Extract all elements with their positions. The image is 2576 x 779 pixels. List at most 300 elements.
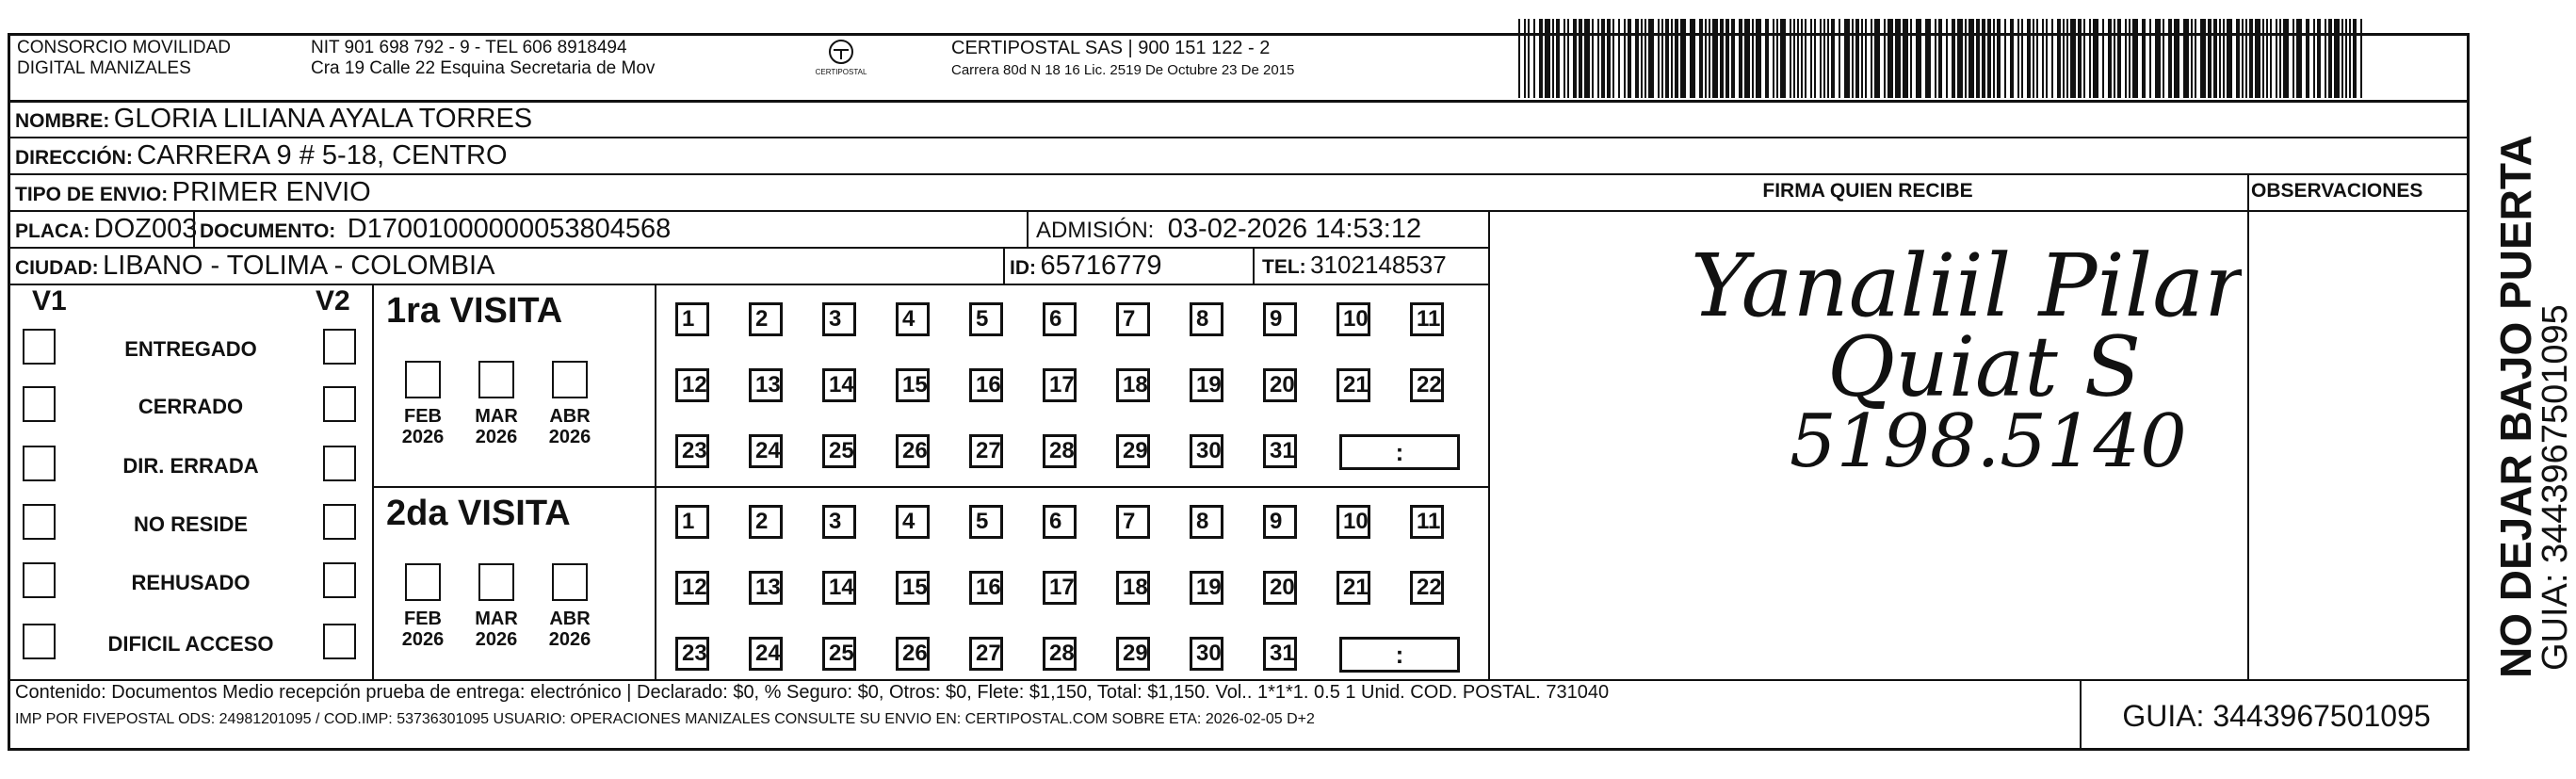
admision-cell xyxy=(1036,214,1421,245)
barcode-bar xyxy=(2341,19,2343,98)
v1-checkbox[interactable] xyxy=(23,386,56,422)
day-box[interactable]: 21 xyxy=(1337,571,1370,605)
barcode-bar xyxy=(1810,19,1812,98)
v1-checkbox[interactable] xyxy=(23,562,56,598)
barcode-bar xyxy=(1705,19,1707,98)
barcode-bar xyxy=(2183,19,2189,98)
barcode-bar xyxy=(1739,19,1742,98)
barcode-bar xyxy=(2283,19,2289,98)
barcode-bar xyxy=(1539,19,1543,98)
day-box[interactable]: 2 xyxy=(749,505,783,539)
v1-checkbox[interactable] xyxy=(23,504,56,540)
day-box[interactable]: 3 xyxy=(822,302,856,336)
v2-checkbox[interactable] xyxy=(323,504,356,540)
day-box[interactable]: 27 xyxy=(969,434,1003,468)
barcode-bar xyxy=(2306,19,2309,98)
nombre-row xyxy=(15,104,532,135)
barcode-bar xyxy=(1987,19,1991,98)
month-label xyxy=(542,609,598,650)
day-box[interactable]: 29 xyxy=(1116,434,1150,468)
barcode-bar xyxy=(1910,19,1912,98)
barcode-bar xyxy=(1982,19,1985,98)
barcode-bar xyxy=(1552,19,1554,98)
certi-line1: CERTIPOSTAL SAS | 900 151 122 - 2 xyxy=(951,38,1271,58)
barcode-bar xyxy=(2270,19,2272,98)
day-box[interactable]: 19 xyxy=(1190,368,1223,402)
day-box[interactable]: 7 xyxy=(1116,505,1150,539)
day-box[interactable]: 21 xyxy=(1337,368,1370,402)
day-box[interactable]: 25 xyxy=(822,637,856,671)
day-box[interactable]: 9 xyxy=(1263,302,1297,336)
day-box[interactable]: 26 xyxy=(896,434,930,468)
signature-line2: Quiat S xyxy=(1827,318,2142,415)
day-box[interactable]: 16 xyxy=(969,571,1003,605)
side-text-svg xyxy=(2472,19,2576,763)
day-box[interactable]: 18 xyxy=(1116,368,1150,402)
barcode-image xyxy=(1518,19,2366,98)
barcode-bar xyxy=(2345,19,2347,98)
contenido-text: Contenido: Documentos Medio recepción prueba de entrega: electrónico | Declarado: $0, % Seguro: $0, Otros: $0, Flete: $1,150, Total: $1,150. Vol.. 1*1*1. 0.5 1 Unid. COD. POSTAL. 731040 xyxy=(15,682,1610,703)
month-name: ABR xyxy=(549,609,591,629)
day-box[interactable]: 10 xyxy=(1337,505,1370,539)
barcode-bar xyxy=(1584,19,1590,98)
barcode-bar xyxy=(1976,19,1980,98)
barcode-bar xyxy=(2200,19,2206,98)
barcode-bar xyxy=(1744,19,1750,98)
barcode-bar xyxy=(2163,19,2164,98)
barcode-bar xyxy=(2168,19,2172,98)
day-box[interactable]: 20 xyxy=(1263,368,1297,402)
signature-line1: Yanaliil Pilar xyxy=(1691,235,2242,336)
barcode-bar xyxy=(1793,19,1795,98)
barcode-bar xyxy=(1518,19,1520,98)
v1-header: V1 xyxy=(32,285,67,316)
day-box[interactable]: 20 xyxy=(1263,571,1297,605)
footer-guia: GUIA: 3443967501095 xyxy=(2122,699,2431,733)
v1-checkbox[interactable] xyxy=(23,446,56,481)
v2-checkbox[interactable] xyxy=(323,446,356,481)
company-line1: CONSORCIO MOVILIDAD xyxy=(17,38,231,57)
barcode-bar xyxy=(1968,19,1974,98)
barcode-bar xyxy=(2349,19,2351,98)
day-box[interactable]: 30 xyxy=(1190,637,1223,671)
barcode-bar xyxy=(1545,19,1550,98)
barcode-bar xyxy=(1871,19,1872,98)
barcode-bar xyxy=(2083,19,2085,98)
barcode-bar xyxy=(2102,19,2104,98)
barcode-bar xyxy=(1765,19,1769,98)
barcode-bar xyxy=(2017,19,2019,98)
month-year: 2026 xyxy=(475,629,518,650)
v2-checkbox[interactable] xyxy=(323,624,356,659)
barcode-bar xyxy=(2004,19,2006,98)
day-box[interactable]: 31 xyxy=(1263,637,1297,671)
day-box[interactable]: 22 xyxy=(1410,368,1444,402)
barcode-bar xyxy=(1641,19,1643,98)
barcode-bar xyxy=(2114,19,2115,98)
barcode-bar xyxy=(1597,19,1599,98)
barcode-bar xyxy=(2296,19,2302,98)
day-box[interactable]: 30 xyxy=(1190,434,1223,468)
day-box[interactable]: 6 xyxy=(1043,302,1077,336)
barcode-bar xyxy=(1965,19,1967,98)
barcode-bar xyxy=(1797,19,1799,98)
month-checkbox[interactable] xyxy=(405,361,441,398)
barcode-bar xyxy=(1874,19,1880,98)
barcode-bar xyxy=(2142,19,2146,98)
day-box[interactable]: 8 xyxy=(1190,302,1223,336)
barcode-bar xyxy=(1780,19,1786,98)
day-box[interactable]: 7 xyxy=(1116,302,1150,336)
side-panel xyxy=(2472,19,2576,763)
barcode-bar xyxy=(1648,19,1654,98)
admision-label: ADMISIÓN: xyxy=(1036,218,1155,243)
barcode-bar xyxy=(2292,19,2294,98)
barcode-bar xyxy=(1855,19,1859,98)
barcode-bar xyxy=(1831,19,1835,98)
nit-line1: NIT 901 698 792 - 9 - TEL 606 8918494 xyxy=(311,38,627,57)
time-box[interactable]: : xyxy=(1339,637,1460,673)
day-box[interactable]: 17 xyxy=(1043,571,1077,605)
tipo-row xyxy=(15,177,371,208)
barcode-bar xyxy=(2219,19,2221,98)
tel-label: TEL: xyxy=(1262,256,1306,278)
barcode-bar xyxy=(1720,19,1724,98)
v2-checkbox[interactable] xyxy=(323,329,356,365)
month-name: FEB xyxy=(404,406,442,427)
status-label: DIR. ERRADA xyxy=(122,454,259,478)
barcode-bar xyxy=(1579,19,1582,98)
day-box[interactable]: 2 xyxy=(749,302,783,336)
tipo-value: PRIMER ENVIO xyxy=(171,177,371,207)
id-cell xyxy=(1010,251,1161,282)
barcode-bar xyxy=(1884,19,1886,98)
barcode-bar xyxy=(2317,19,2321,98)
barcode-bar xyxy=(1895,19,1901,98)
barcode-bar xyxy=(2223,19,2225,98)
visit-title: 2da VISITA xyxy=(386,494,571,533)
barcode-bar xyxy=(1709,19,1710,98)
month-label xyxy=(468,609,525,650)
barcode-bar xyxy=(1814,19,1816,98)
barcode-bar xyxy=(1903,19,1908,98)
barcode-bar xyxy=(1533,19,1535,98)
recipient-signature xyxy=(1507,217,2242,669)
company-line2: DIGITAL MANIZALES xyxy=(17,58,191,78)
month-label xyxy=(395,406,451,447)
barcode-bar xyxy=(1997,19,2001,98)
day-box[interactable]: 31 xyxy=(1263,434,1297,468)
day-box[interactable]: 19 xyxy=(1190,571,1223,605)
barcode-bar xyxy=(1865,19,1867,98)
day-box[interactable]: 4 xyxy=(896,505,930,539)
documento-value: D17001000000053804568 xyxy=(347,214,672,244)
barcode-bar xyxy=(2208,19,2211,98)
barcode-bar xyxy=(2027,19,2031,98)
v2-checkbox[interactable] xyxy=(323,562,356,598)
barcode-bar xyxy=(1661,19,1663,98)
day-box[interactable]: 1 xyxy=(675,302,709,336)
barcode-bar xyxy=(1671,19,1673,98)
barcode-bar xyxy=(1805,19,1806,98)
v2-header: V2 xyxy=(316,285,350,316)
admision-value: 03-02-2026 14:53:12 xyxy=(1167,214,1422,244)
signature-image xyxy=(1507,217,2242,669)
barcode-bar xyxy=(2236,19,2240,98)
barcode-bar xyxy=(2155,19,2161,98)
day-box[interactable]: 28 xyxy=(1043,434,1077,468)
v1-checkbox[interactable] xyxy=(23,329,56,365)
day-box[interactable]: 14 xyxy=(822,368,856,402)
barcode-bar xyxy=(2066,19,2068,98)
side-guia-text: GUIA: 3443967501095 xyxy=(2535,304,2575,671)
barcode-bar xyxy=(2093,19,2098,98)
barcode-bar xyxy=(2021,19,2023,98)
company-block xyxy=(17,38,231,79)
barcode-bar xyxy=(1801,19,1803,98)
barcode-bar xyxy=(2089,19,2091,98)
tel-value: 3102148537 xyxy=(1310,251,1447,279)
barcode-bar xyxy=(1690,19,1695,98)
barcode-bar xyxy=(1635,19,1639,98)
barcode-bar xyxy=(1675,19,1678,98)
day-box[interactable]: 18 xyxy=(1116,571,1150,605)
day-box[interactable]: 17 xyxy=(1043,368,1077,402)
ciudad-value: LIBANO - TOLIMA - COLOMBIA xyxy=(103,251,495,281)
observaciones-header: OBSERVACIONES xyxy=(2251,180,2423,202)
barcode-bar xyxy=(2174,19,2179,98)
barcode-bar xyxy=(1938,19,1942,98)
status-label: REHUSADO xyxy=(131,571,251,594)
barcode-bar xyxy=(1861,19,1863,98)
barcode-bar xyxy=(1887,19,1893,98)
day-box[interactable]: 23 xyxy=(675,637,709,671)
status-label: CERRADO xyxy=(138,395,244,418)
month-name: MAR xyxy=(475,609,518,629)
barcode-bar xyxy=(2249,19,2253,98)
barcode-bar xyxy=(2046,19,2048,98)
day-box[interactable]: 8 xyxy=(1190,505,1223,539)
barcode-bar xyxy=(2042,19,2044,98)
barcode-bar xyxy=(2328,19,2332,98)
direccion-label: DIRECCIÓN: xyxy=(15,147,133,169)
documento-cell xyxy=(200,214,671,245)
logo-text: CERTIPOSTAL xyxy=(815,68,867,76)
imp-text: IMP POR FIVEPOSTAL ODS: 24981201095 / COD.IMP: 53736301095 USUARIO: OPERACIONES MANIZALES CONSULTE SU ENVIO EN: CERTIPOSTAL.COM SOBRE ETA: 2026-02-05 D+2 xyxy=(15,711,1315,727)
certi-block xyxy=(951,38,1294,78)
month-checkbox[interactable] xyxy=(552,361,588,398)
barcode-bar xyxy=(2262,19,2264,98)
day-box[interactable]: 15 xyxy=(896,368,930,402)
barcode-bar xyxy=(2360,19,2362,98)
barcode-bar xyxy=(2334,19,2340,98)
ciudad-label: CIUDAD: xyxy=(15,257,99,279)
barcode-bar xyxy=(2245,19,2247,98)
day-box[interactable]: 4 xyxy=(896,302,930,336)
no-dejar-text: NO DEJAR BAJO PUERTA xyxy=(2491,135,2540,678)
id-label: ID: xyxy=(1010,257,1036,279)
nit-line2: Cra 19 Calle 22 Esquina Secretaria de Mov xyxy=(311,58,656,78)
status-label: ENTREGADO xyxy=(124,337,257,361)
nit-block xyxy=(311,38,655,79)
day-box[interactable]: 1 xyxy=(675,505,709,539)
day-box[interactable]: 12 xyxy=(675,571,709,605)
day-box[interactable]: 11 xyxy=(1410,505,1444,539)
barcode-bar xyxy=(1628,19,1631,98)
month-year: 2026 xyxy=(401,629,445,650)
barcode-bar xyxy=(2325,19,2326,98)
day-box[interactable]: 11 xyxy=(1410,302,1444,336)
barcode-bar xyxy=(2125,19,2127,98)
day-box[interactable]: 25 xyxy=(822,434,856,468)
day-box[interactable]: 14 xyxy=(822,571,856,605)
day-box[interactable]: 10 xyxy=(1337,302,1370,336)
certi-line2: Carrera 80d N 18 16 Lic. 2519 De Octubre 23 De 2015 xyxy=(951,62,1295,78)
barcode-bar xyxy=(1852,19,1854,98)
barcode-bar xyxy=(1644,19,1646,98)
barcode-bar xyxy=(1612,19,1614,98)
barcode-bar xyxy=(2063,19,2065,98)
month-checkbox[interactable] xyxy=(552,563,588,601)
barcode-bar xyxy=(1592,19,1594,98)
barcode-bar xyxy=(2255,19,2260,98)
barcode-bar xyxy=(1699,19,1703,98)
barcode-bar xyxy=(1957,19,1963,98)
barcode-bar xyxy=(1528,19,1530,98)
placa-cell xyxy=(15,214,197,245)
month-name: FEB xyxy=(404,609,442,629)
day-box[interactable]: 23 xyxy=(675,434,709,468)
barcode-bar xyxy=(1756,19,1761,98)
barcode-bar xyxy=(2242,19,2244,98)
month-label xyxy=(395,609,451,650)
barcode-bar xyxy=(2313,19,2315,98)
day-box[interactable]: 24 xyxy=(749,637,783,671)
barcode-bar xyxy=(1776,19,1778,98)
month-year: 2026 xyxy=(548,427,591,447)
day-box[interactable]: 29 xyxy=(1116,637,1150,671)
day-box[interactable]: 13 xyxy=(749,368,783,402)
barcode-bar xyxy=(1935,19,1936,98)
barcode-bar xyxy=(1839,19,1840,98)
barcode-bar xyxy=(1607,19,1611,98)
barcode-bar xyxy=(1601,19,1605,98)
month-name: ABR xyxy=(549,406,591,427)
month-label xyxy=(468,406,525,447)
nombre-value: GLORIA LILIANA AYALA TORRES xyxy=(113,104,533,134)
day-box[interactable]: 12 xyxy=(675,368,709,402)
barcode-bar xyxy=(1567,19,1569,98)
day-box[interactable]: 9 xyxy=(1263,505,1297,539)
barcode-bar xyxy=(2070,19,2076,98)
month-checkbox[interactable] xyxy=(405,563,441,601)
day-box[interactable]: 16 xyxy=(969,368,1003,402)
certipostal-logo xyxy=(808,36,874,83)
barcode-bar xyxy=(2213,19,2217,98)
v2-checkbox[interactable] xyxy=(323,386,356,422)
month-year: 2026 xyxy=(475,427,518,447)
barcode-bar xyxy=(2279,19,2281,98)
barcode-bar xyxy=(2227,19,2232,98)
barcode-bar xyxy=(1725,19,1729,98)
month-checkbox[interactable] xyxy=(478,563,514,601)
status-label: NO RESIDE xyxy=(133,512,249,536)
barcode-bar xyxy=(1820,19,1822,98)
month-year: 2026 xyxy=(401,427,445,447)
barcode xyxy=(1518,19,2366,98)
barcode-bar xyxy=(2129,19,2130,98)
day-box[interactable]: 5 xyxy=(969,302,1003,336)
tel-cell xyxy=(1262,251,1447,280)
barcode-bar xyxy=(2132,19,2138,98)
day-box[interactable]: 26 xyxy=(896,637,930,671)
barcode-bar xyxy=(1993,19,1995,98)
day-box[interactable]: 24 xyxy=(749,434,783,468)
placa-value: DOZ003 xyxy=(93,214,198,244)
barcode-bar xyxy=(2078,19,2082,98)
barcode-bar xyxy=(1573,19,1577,98)
direccion-row xyxy=(15,140,508,171)
barcode-bar xyxy=(1524,19,1526,98)
barcode-bar xyxy=(1618,19,1620,98)
barcode-bar xyxy=(1823,19,1825,98)
barcode-bar xyxy=(1712,19,1718,98)
barcode-bar xyxy=(2010,19,2014,98)
id-value: 65716779 xyxy=(1040,251,1162,281)
barcode-bar xyxy=(1946,19,1948,98)
barcode-bar xyxy=(2051,19,2053,98)
barcode-bar xyxy=(2191,19,2193,98)
month-label xyxy=(542,406,598,447)
status-label: DIFICIL ACCESO xyxy=(107,632,274,656)
barcode-bar xyxy=(1665,19,1669,98)
barcode-bar xyxy=(1624,19,1626,98)
day-box[interactable]: 13 xyxy=(749,571,783,605)
barcode-bar xyxy=(2108,19,2112,98)
day-box[interactable]: 15 xyxy=(896,571,930,605)
barcode-bar xyxy=(2117,19,2121,98)
firma-header: FIRMA QUIEN RECIBE xyxy=(1762,180,1973,202)
month-year: 2026 xyxy=(548,629,591,650)
day-box[interactable]: 28 xyxy=(1043,637,1077,671)
barcode-bar xyxy=(2353,19,2357,98)
placa-label: PLACA: xyxy=(15,220,90,242)
barcode-bar xyxy=(1680,19,1686,98)
day-box[interactable]: 5 xyxy=(969,505,1003,539)
documento-label: DOCUMENTO: xyxy=(200,220,336,242)
barcode-bar xyxy=(2057,19,2061,98)
day-box[interactable]: 22 xyxy=(1410,571,1444,605)
day-box[interactable]: 3 xyxy=(822,505,856,539)
day-box[interactable]: 27 xyxy=(969,637,1003,671)
v1-checkbox[interactable] xyxy=(23,624,56,659)
barcode-bar xyxy=(1773,19,1774,98)
barcode-bar xyxy=(1563,19,1565,98)
signature-line3: 5198.5140 xyxy=(1790,399,2187,484)
barcode-bar xyxy=(1827,19,1829,98)
barcode-bar xyxy=(1952,19,1955,98)
day-box[interactable]: 6 xyxy=(1043,505,1077,539)
barcode-bar xyxy=(2033,19,2034,98)
direccion-value: CARRERA 9 # 5-18, CENTRO xyxy=(137,140,508,170)
time-box[interactable]: : xyxy=(1339,434,1460,470)
barcode-bar xyxy=(1556,19,1560,98)
barcode-bar xyxy=(1925,19,1931,98)
month-checkbox[interactable] xyxy=(478,361,514,398)
barcode-bar xyxy=(1916,19,1921,98)
barcode-bar xyxy=(2266,19,2268,98)
barcode-bar xyxy=(1844,19,1850,98)
